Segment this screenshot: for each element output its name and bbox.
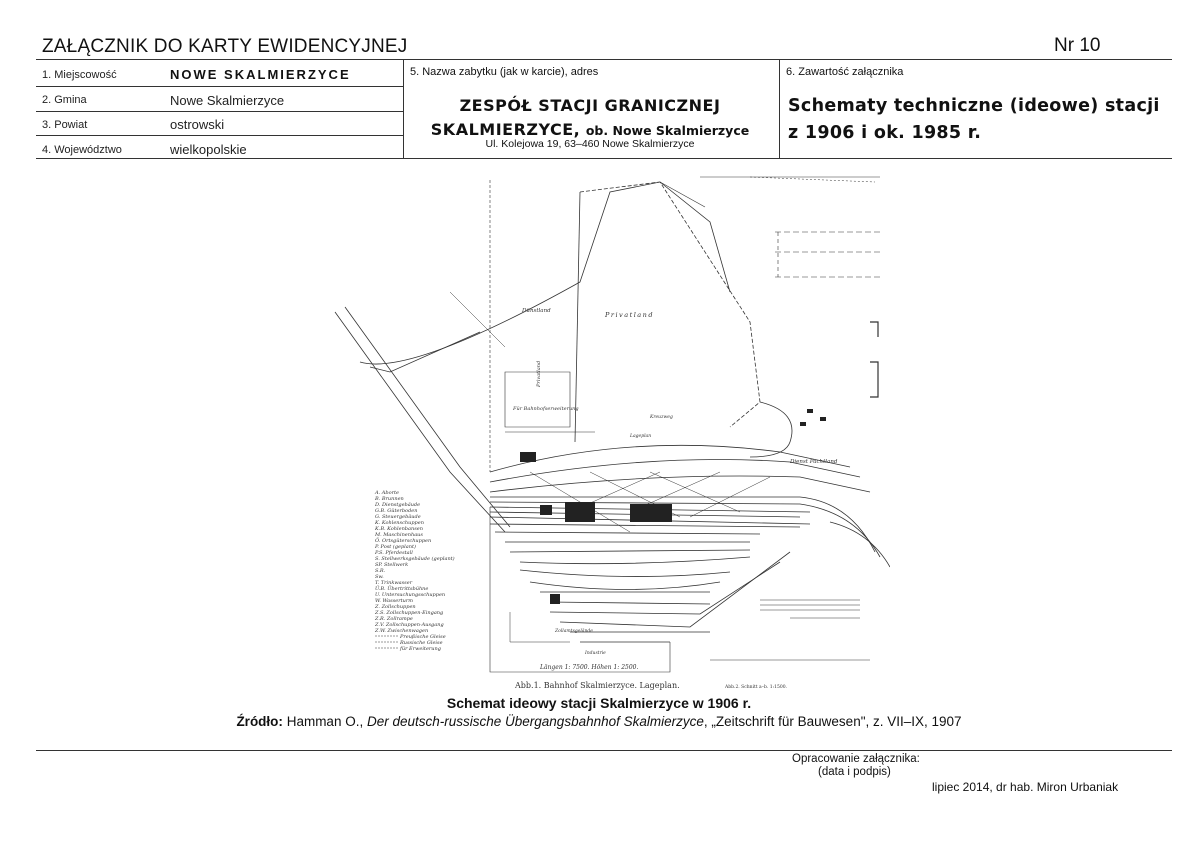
field-label-locality: 1. Miejscowość: [42, 69, 117, 81]
figure-caption: Schemat ideowy stacji Skalmierzyce w 1906 r.: [446, 695, 752, 711]
plan-label-lageplatz: Lageplan: [630, 434, 652, 439]
header-top-rule: [36, 59, 1172, 60]
legend-item: K.B. Kohlenbansen: [375, 526, 423, 532]
legend-item: U. Untersuchungsschuppen: [375, 592, 446, 598]
column-divider: [779, 59, 780, 158]
prepared-label: Opracowanie załącznika:: [792, 753, 920, 765]
legend-item: Z.W. Zwischenwagen: [375, 628, 429, 634]
source-author: Hamman O.,: [282, 714, 367, 729]
contents-line2: z 1906 i ok. 1985 r.: [788, 123, 982, 143]
contents-label: 6. Zawartość załącznika: [786, 66, 904, 78]
header-bottom-rule: [36, 158, 1172, 159]
footer-rule: [36, 750, 1172, 751]
legend-item: W. Wasserturm: [375, 598, 413, 604]
legend-item: M. Maschinenhaus: [375, 532, 423, 538]
legend-item: G. Steuergebäude: [375, 514, 421, 520]
legend-item: S. Stellwerksgebäude (geplant): [375, 556, 455, 562]
legend-item: Z.R. Zollrampe: [375, 616, 413, 622]
plan-figure-caption-right: Abb.2. Schnitt a–b. 1:1500.: [725, 685, 787, 690]
legend-item: Z.S. Zollschuppen-Eingang: [375, 610, 444, 616]
field-value-commune: Nowe Skalmierzyce: [170, 93, 285, 108]
monument-locality: ob. Nowe Skalmierzyce: [585, 123, 750, 138]
figure-source: [0, 714, 1198, 729]
monument-name-line2: [404, 120, 776, 139]
legend-item: B. Brunnen: [375, 496, 404, 502]
row-divider: [36, 86, 403, 87]
document-title: ZAŁĄCZNIK DO KARTY EWIDENCYJNEJ: [42, 36, 408, 57]
plan-label-dunstland: Dünstland: [522, 308, 551, 314]
plan-label-privatland-vertical: Privatland: [536, 360, 542, 387]
row-divider: [36, 111, 403, 112]
legend-item: Z. Zollschuppen: [375, 604, 416, 610]
monument-name: ZESPÓŁ STACJI GRANICZNEJ: [459, 96, 721, 115]
legend-item: Z.V. Zollschuppen-Ausgang: [375, 622, 444, 628]
plan-label-privatland: Privatland: [605, 311, 655, 319]
source-rest: , „Zeitschrift für Bauwesen", z. VII–IX, 1907: [703, 714, 962, 729]
plan-label-zollplatz: Zollamtsgelände: [555, 629, 593, 634]
source-title: Der deutsch-russische Übergangsbahnhof Skalmierzyce: [366, 714, 704, 729]
legend-item: Ü.B. Übertrittsbühne: [375, 586, 429, 592]
plan-label-dienst-pachtland: Dienst Pachtland: [790, 459, 838, 465]
contents-line1: Schematy techniczne (ideowe) stacji: [788, 96, 1160, 116]
field-value-county: ostrowski: [170, 117, 225, 132]
legend-item: P. Post (geplant): [375, 544, 416, 550]
station-plan-drawing: [330, 172, 890, 694]
plan-label-bahnhofserweiterung: Für Bahnhofserweiterung: [513, 406, 579, 412]
plan-scale: Längen 1: 7500. Höhen 1: 2500.: [540, 664, 639, 671]
field-value-voivodeship: wielkopolskie: [170, 142, 247, 157]
attachment-number: Nr 10: [1054, 35, 1101, 56]
legend-item: D. Dienstgebäude: [375, 502, 421, 508]
monument-station-name: SKALMIERZYCE,: [430, 120, 581, 139]
plan-label-industrie: Industrie: [585, 651, 606, 656]
plan-legend: [374, 490, 455, 652]
legend-item: für Erweiterung: [400, 646, 441, 652]
plan-label-kreuzweg: Kreuzweg: [650, 415, 673, 420]
legend-item: S.R.: [375, 568, 386, 574]
field-label-commune: 2. Gmina: [42, 94, 87, 106]
field-value-locality: NOWE SKALMIERZYCE: [170, 67, 351, 82]
legend-item: Ö. Ortsgüterschuppen: [375, 538, 432, 544]
legend-line-samples: [375, 636, 398, 648]
date-and-author: lipiec 2014, dr hab. Miron Urbaniak: [932, 780, 1119, 794]
legend-item: P.S. Pferdestall: [375, 550, 413, 556]
legend-item: Sw.: [375, 574, 384, 580]
monument-label: 5. Nazwa zabytku (jak w karcie), adres: [410, 66, 599, 78]
legend-item: G.B. Güterboden: [375, 508, 418, 514]
field-label-voivodeship: 4. Województwo: [42, 144, 122, 156]
legend-item: Russische Gleise: [400, 640, 443, 646]
legend-item: SP. Stellwerk: [375, 562, 409, 568]
plan-figure-caption: Abb.1. Bahnhof Skalmierzyce. Lageplan.: [515, 681, 680, 690]
legend-item: A. Abortе: [375, 490, 399, 496]
row-divider: [36, 135, 403, 136]
legend-item: K. Kohlenschuppen: [375, 520, 424, 526]
source-label: Źródło:: [236, 714, 283, 729]
field-label-county: 3. Powiat: [42, 119, 88, 131]
date-signature-label: (data i podpis): [818, 766, 891, 778]
legend-item: Preußische Gleise: [400, 634, 446, 640]
legend-item: T. Trinkwasser: [375, 580, 413, 586]
monument-address: Ul. Kolejowa 19, 63–460 Nowe Skalmierzyce: [485, 138, 695, 150]
